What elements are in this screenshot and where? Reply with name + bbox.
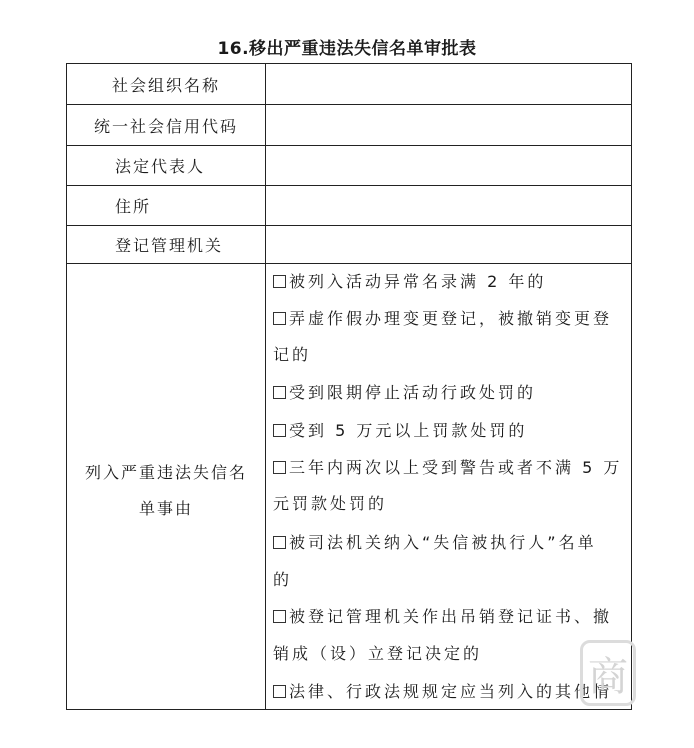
field-row-address	[67, 186, 631, 226]
checkbox-icon[interactable]	[273, 461, 286, 474]
reason-option-text: 被列入活动异常名录满 2 年的	[289, 272, 547, 291]
reason-option-text-continued: 销成（设）立登记决定的	[273, 644, 483, 663]
checkbox-icon[interactable]	[273, 610, 286, 623]
reason-option-8[interactable]	[273, 682, 612, 702]
checkbox-icon[interactable]	[273, 275, 286, 288]
reason-option-text-continued: 记的	[273, 345, 312, 364]
reason-option-1[interactable]	[273, 272, 546, 292]
reason-option-2[interactable]	[273, 309, 612, 329]
reason-label-line-1: 列入严重违法失信名	[84, 463, 247, 482]
reason-option-text: 弄虚作假办理变更登记，被撤销变更登	[289, 309, 613, 328]
watermark-logo	[580, 640, 636, 706]
reason-row	[67, 264, 631, 710]
reason-option-5[interactable]	[273, 458, 622, 478]
field-value-address[interactable]	[266, 186, 631, 225]
field-value-legal-rep[interactable]	[266, 146, 631, 185]
reason-option-3[interactable]	[273, 383, 536, 403]
checkbox-icon[interactable]	[273, 386, 286, 399]
reason-label-line-2: 单事由	[138, 499, 193, 518]
field-label-registration-authority: 登记管理机关	[67, 226, 266, 263]
field-label-legal-rep: 法定代表人	[67, 146, 266, 185]
approval-form	[66, 63, 632, 710]
reason-option-7[interactable]	[273, 607, 612, 627]
checkbox-icon[interactable]	[273, 685, 286, 698]
page-title: 16.移出严重违法失信名单审批表	[217, 39, 477, 59]
field-value-org-name[interactable]	[266, 64, 631, 104]
field-row-registration-authority	[67, 226, 631, 264]
reason-option-text: 三年内两次以上受到警告或者不满 5 万	[289, 458, 623, 477]
field-label-credit-code: 统一社会信用代码	[67, 105, 266, 145]
reason-option-text: 法律、行政法规规定应当列入的其他情	[289, 682, 613, 701]
field-label-org-name: 社会组织名称	[67, 64, 266, 104]
reason-label	[67, 264, 266, 710]
reason-option-text-continued: 元罚款处罚的	[273, 494, 388, 513]
reason-option-text-continued: 的	[273, 570, 293, 589]
reason-option-6[interactable]	[273, 533, 597, 553]
reason-option-4[interactable]	[273, 421, 527, 441]
watermark-char: 商	[588, 653, 628, 700]
checkbox-icon[interactable]	[273, 536, 286, 549]
reason-option-text: 被登记管理机关作出吊销登记证书、撤	[289, 607, 613, 626]
checkbox-icon[interactable]	[273, 312, 286, 325]
field-row-credit-code	[67, 105, 631, 146]
field-row-legal-rep	[67, 146, 631, 186]
reason-option-text: 被司法机关纳入“失信被执行人”名单	[289, 533, 597, 552]
field-value-credit-code[interactable]	[266, 105, 631, 145]
field-value-registration-authority[interactable]	[266, 226, 631, 263]
reason-option-text: 受到限期停止活动行政处罚的	[289, 383, 537, 402]
field-row-org-name	[67, 64, 631, 105]
reason-option-text: 受到 5 万元以上罚款处罚的	[289, 421, 528, 440]
field-label-address: 住所	[67, 186, 266, 225]
checkbox-icon[interactable]	[273, 424, 286, 437]
